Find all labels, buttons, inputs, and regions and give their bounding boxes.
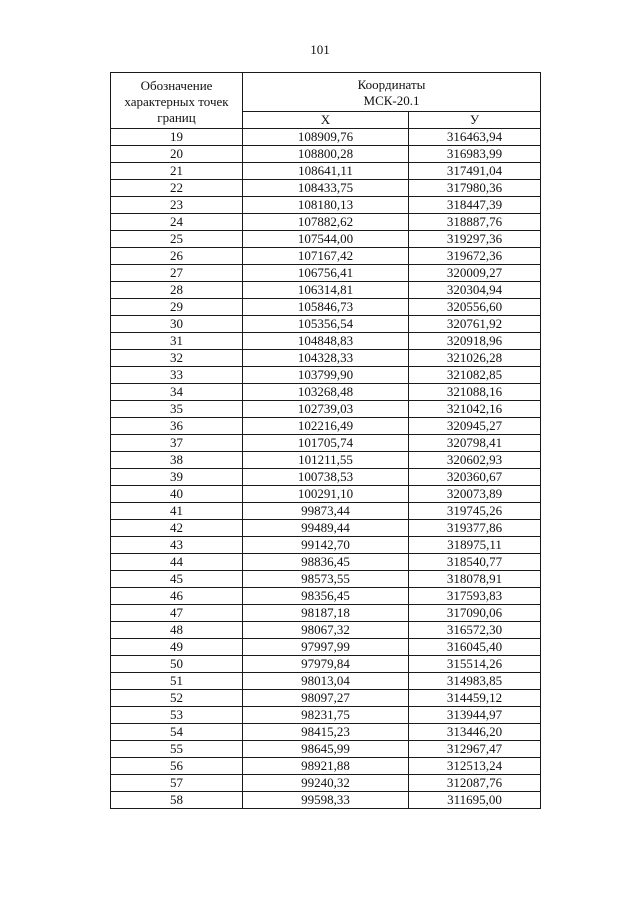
- y-coordinate-cell: 320073,89: [409, 486, 541, 503]
- point-number-cell: 26: [111, 248, 243, 265]
- point-number-cell: 23: [111, 197, 243, 214]
- point-number-cell: 30: [111, 316, 243, 333]
- y-coordinate-cell: 321082,85: [409, 367, 541, 384]
- table-row: [111, 571, 541, 588]
- page-number: 101: [310, 42, 330, 57]
- x-coordinate-cell: 105356,54: [243, 316, 409, 333]
- table-row: [111, 265, 541, 282]
- x-coordinate-cell: 97979,84: [243, 656, 409, 673]
- x-coordinate-cell: 108180,13: [243, 197, 409, 214]
- point-number-cell: 37: [111, 435, 243, 452]
- x-coordinate-cell: 107167,42: [243, 248, 409, 265]
- x-coordinate-cell: 97997,99: [243, 639, 409, 656]
- point-number-cell: 54: [111, 724, 243, 741]
- x-coordinate-cell: 98231,75: [243, 707, 409, 724]
- point-number-cell: 19: [111, 129, 243, 146]
- point-number-cell: 27: [111, 265, 243, 282]
- table-row: [111, 299, 541, 316]
- table-row: [111, 180, 541, 197]
- table-header: [111, 73, 541, 129]
- header-designation-line: границ: [157, 109, 196, 125]
- x-coordinate-cell: 106756,41: [243, 265, 409, 282]
- table-row: [111, 605, 541, 622]
- y-coordinate-cell: 321026,28: [409, 350, 541, 367]
- y-coordinate-cell: 320945,27: [409, 418, 541, 435]
- y-coordinate-cell: 316983,99: [409, 146, 541, 163]
- point-number-cell: 40: [111, 486, 243, 503]
- table-row: [111, 367, 541, 384]
- table-row: [111, 418, 541, 435]
- table-row: [111, 231, 541, 248]
- x-coordinate-cell: 98187,18: [243, 605, 409, 622]
- x-coordinate-cell: 107882,62: [243, 214, 409, 231]
- x-coordinate-cell: 98836,45: [243, 554, 409, 571]
- point-number-cell: 20: [111, 146, 243, 163]
- header-point-designation: [111, 73, 243, 129]
- point-number-cell: 58: [111, 792, 243, 809]
- table-row: [111, 146, 541, 163]
- table-row: [111, 656, 541, 673]
- point-number-cell: 33: [111, 367, 243, 384]
- y-coordinate-cell: 320761,92: [409, 316, 541, 333]
- x-coordinate-cell: 108433,75: [243, 180, 409, 197]
- y-coordinate-cell: 318078,91: [409, 571, 541, 588]
- y-coordinate-cell: 315514,26: [409, 656, 541, 673]
- x-coordinate-cell: 99489,44: [243, 520, 409, 537]
- table-row: [111, 197, 541, 214]
- point-number-cell: 35: [111, 401, 243, 418]
- point-number-cell: 29: [111, 299, 243, 316]
- point-number-cell: 45: [111, 571, 243, 588]
- point-number-cell: 31: [111, 333, 243, 350]
- y-coordinate-cell: 317491,04: [409, 163, 541, 180]
- y-coordinate-cell: 320360,67: [409, 469, 541, 486]
- header-designation-line: характерных точек: [124, 93, 229, 109]
- table-row: [111, 163, 541, 180]
- table-row: [111, 724, 541, 741]
- point-number-cell: 24: [111, 214, 243, 231]
- point-number-cell: 57: [111, 775, 243, 792]
- x-coordinate-cell: 102216,49: [243, 418, 409, 435]
- y-coordinate-cell: 316045,40: [409, 639, 541, 656]
- point-number-cell: 39: [111, 469, 243, 486]
- x-coordinate-cell: 101211,55: [243, 452, 409, 469]
- y-coordinate-cell: 319377,86: [409, 520, 541, 537]
- y-coordinate-cell: 320009,27: [409, 265, 541, 282]
- y-coordinate-cell: 319745,26: [409, 503, 541, 520]
- point-number-cell: 56: [111, 758, 243, 775]
- table-row: [111, 486, 541, 503]
- x-coordinate-cell: 103799,90: [243, 367, 409, 384]
- table-row: [111, 537, 541, 554]
- table-row: [111, 554, 541, 571]
- point-number-cell: 42: [111, 520, 243, 537]
- table-row: [111, 248, 541, 265]
- table-row: [111, 707, 541, 724]
- table-row: [111, 503, 541, 520]
- y-coordinate-cell: 317593,83: [409, 588, 541, 605]
- y-coordinate-cell: 320304,94: [409, 282, 541, 299]
- table-row: [111, 469, 541, 486]
- y-coordinate-cell: 320556,60: [409, 299, 541, 316]
- x-coordinate-cell: 108909,76: [243, 129, 409, 146]
- table-row: [111, 282, 541, 299]
- y-coordinate-cell: 316463,94: [409, 129, 541, 146]
- x-coordinate-cell: 105846,73: [243, 299, 409, 316]
- y-coordinate-cell: 317980,36: [409, 180, 541, 197]
- point-number-cell: 55: [111, 741, 243, 758]
- point-number-cell: 32: [111, 350, 243, 367]
- table-row: [111, 741, 541, 758]
- y-coordinate-cell: 318975,11: [409, 537, 541, 554]
- table-row: [111, 350, 541, 367]
- x-coordinate-cell: 103268,48: [243, 384, 409, 401]
- y-coordinate-cell: 318887,76: [409, 214, 541, 231]
- x-coordinate-cell: 100291,10: [243, 486, 409, 503]
- table-row: [111, 758, 541, 775]
- point-number-cell: 46: [111, 588, 243, 605]
- x-coordinate-cell: 98067,32: [243, 622, 409, 639]
- header-coordinates-line: МСК-20.1: [363, 93, 420, 108]
- y-coordinate-cell: 319672,36: [409, 248, 541, 265]
- y-coordinate-cell: 316572,30: [409, 622, 541, 639]
- coordinates-table: [110, 72, 541, 809]
- y-coordinate-cell: 313944,97: [409, 707, 541, 724]
- header-coordinates: [243, 73, 541, 112]
- y-coordinate-cell: 318447,39: [409, 197, 541, 214]
- x-coordinate-cell: 99598,33: [243, 792, 409, 809]
- point-number-cell: 53: [111, 707, 243, 724]
- y-coordinate-cell: 318540,77: [409, 554, 541, 571]
- y-coordinate-cell: 321088,16: [409, 384, 541, 401]
- x-coordinate-cell: 98921,88: [243, 758, 409, 775]
- table-row: [111, 639, 541, 656]
- x-coordinate-cell: 98356,45: [243, 588, 409, 605]
- point-number-cell: 38: [111, 452, 243, 469]
- y-coordinate-cell: 314983,85: [409, 673, 541, 690]
- table-row: [111, 588, 541, 605]
- y-coordinate-cell: 314459,12: [409, 690, 541, 707]
- table-row: [111, 384, 541, 401]
- x-coordinate-cell: 98573,55: [243, 571, 409, 588]
- x-coordinate-cell: 102739,03: [243, 401, 409, 418]
- table-row: [111, 214, 541, 231]
- y-coordinate-cell: 312513,24: [409, 758, 541, 775]
- x-coordinate-cell: 108641,11: [243, 163, 409, 180]
- header-designation-line: Обозначение: [140, 77, 213, 93]
- y-coordinate-cell: 320602,93: [409, 452, 541, 469]
- x-coordinate-cell: 106314,81: [243, 282, 409, 299]
- x-coordinate-cell: 104848,83: [243, 333, 409, 350]
- x-coordinate-cell: 98415,23: [243, 724, 409, 741]
- point-number-cell: 25: [111, 231, 243, 248]
- table-body: [111, 129, 541, 809]
- point-number-cell: 50: [111, 656, 243, 673]
- y-coordinate-cell: 312967,47: [409, 741, 541, 758]
- table-row: [111, 792, 541, 809]
- point-number-cell: 22: [111, 180, 243, 197]
- point-number-cell: 44: [111, 554, 243, 571]
- point-number-cell: 47: [111, 605, 243, 622]
- point-number-cell: 34: [111, 384, 243, 401]
- header-x: Х: [243, 112, 409, 129]
- header-coordinates-line: Координаты: [357, 77, 426, 92]
- table-row: [111, 129, 541, 146]
- x-coordinate-cell: 99142,70: [243, 537, 409, 554]
- point-number-cell: 43: [111, 537, 243, 554]
- table-row: [111, 316, 541, 333]
- y-coordinate-cell: 312087,76: [409, 775, 541, 792]
- x-coordinate-cell: 98013,04: [243, 673, 409, 690]
- table-row: [111, 673, 541, 690]
- table-row: [111, 401, 541, 418]
- point-number-cell: 41: [111, 503, 243, 520]
- x-coordinate-cell: 101705,74: [243, 435, 409, 452]
- y-coordinate-cell: 319297,36: [409, 231, 541, 248]
- table-row: [111, 775, 541, 792]
- table-row: [111, 435, 541, 452]
- x-coordinate-cell: 99873,44: [243, 503, 409, 520]
- point-number-cell: 28: [111, 282, 243, 299]
- point-number-cell: 21: [111, 163, 243, 180]
- y-coordinate-cell: 317090,06: [409, 605, 541, 622]
- y-coordinate-cell: 320798,41: [409, 435, 541, 452]
- header-y: У: [409, 112, 541, 129]
- x-coordinate-cell: 107544,00: [243, 231, 409, 248]
- table-row: [111, 452, 541, 469]
- y-coordinate-cell: 311695,00: [409, 792, 541, 809]
- x-coordinate-cell: 98097,27: [243, 690, 409, 707]
- table-row: [111, 690, 541, 707]
- table-row: [111, 622, 541, 639]
- point-number-cell: 51: [111, 673, 243, 690]
- point-number-cell: 36: [111, 418, 243, 435]
- point-number-cell: 49: [111, 639, 243, 656]
- x-coordinate-cell: 99240,32: [243, 775, 409, 792]
- y-coordinate-cell: 321042,16: [409, 401, 541, 418]
- x-coordinate-cell: 108800,28: [243, 146, 409, 163]
- x-coordinate-cell: 104328,33: [243, 350, 409, 367]
- x-coordinate-cell: 98645,99: [243, 741, 409, 758]
- x-coordinate-cell: 100738,53: [243, 469, 409, 486]
- point-number-cell: 48: [111, 622, 243, 639]
- y-coordinate-cell: 313446,20: [409, 724, 541, 741]
- point-number-cell: 52: [111, 690, 243, 707]
- table-row: [111, 520, 541, 537]
- table-row: [111, 333, 541, 350]
- y-coordinate-cell: 320918,96: [409, 333, 541, 350]
